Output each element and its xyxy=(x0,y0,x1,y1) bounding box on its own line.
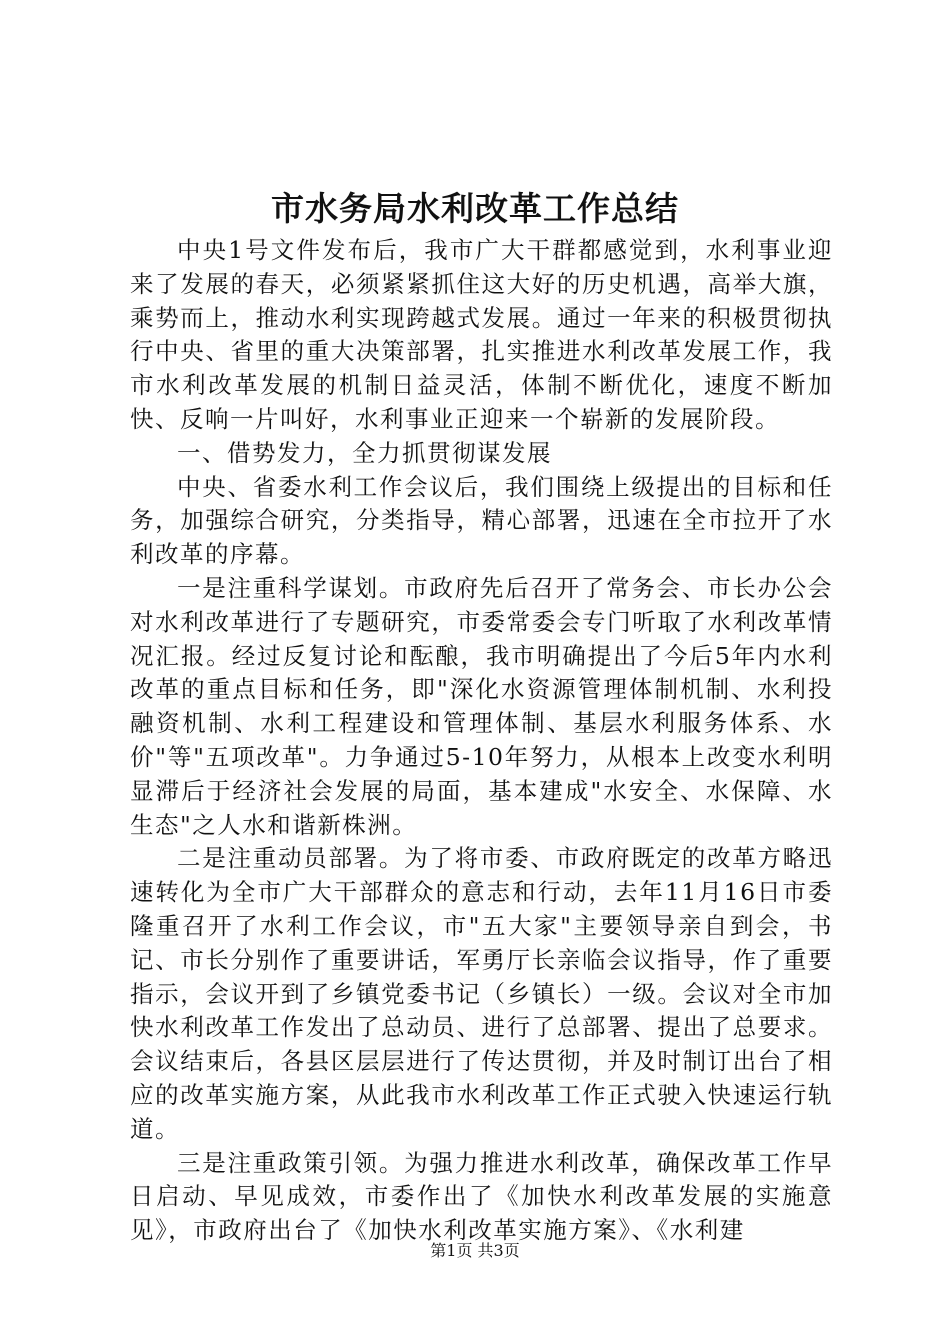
paragraph-mobilization: 二是注重动员部署。为了将市委、市政府既定的改革方略迅速转化为全市广大干部群众的意志和行动，去年11月16日市委隆重召开了水利工作会议，市"五大家"主要领导亲自到会，书记、市长分别作了重要讲话，军勇厅长亲临会议指导，作了重要指示，会议开到了乡镇党委书记（乡镇长）一级。会议对全市加快水利改革工作发出了总动员、进行了总部署、提出了总要求。会议结束后，各县区层层进行了传达贯彻，并及时制订出台了相应的改革实施方案，从此我市水利改革工作正式驶入快速运行轨道。 xyxy=(130,844,833,1143)
paragraph-intro: 中央1号文件发布后，我市广大干群都感觉到，水利事业迎来了发展的春天，必须紧紧抓住这大好的历史机遇，高举大旗，乘势而上，推动水利实现跨越式发展。通过一年来的积极贯彻执行中央、省里的重大决策部署，扎实推进水利改革发展工作，我市水利改革发展的机制日益灵活，体制不断优化，速度不断加快、反响一片叫好，水利事业正迎来一个崭新的发展阶段。 xyxy=(130,236,833,433)
paragraph-section-1-intro: 中央、省委水利工作会议后，我们围绕上级提出的目标和任务，加强综合研究，分类指导，精心部署，迅速在全市拉开了水利改革的序幕。 xyxy=(130,472,833,569)
document-title: 市水务局水利改革工作总结 xyxy=(271,189,679,228)
paragraph-scientific-planning: 一是注重科学谋划。市政府先后召开了常务会、市长办公会对水利改革进行了专题研究，市委常委会专门听取了水利改革情况汇报。经过反复讨论和酝酿，我市明确提出了今后5年内水利改革的重点目标和任务，即"深化水资源管理体制机制、水利投融资机制、水利工程建设和管理体制、基层水利服务体系、水价"等"五项改革"。力争通过5-10年努力，从根本上改变水利明显滞后于经济社会发展的局面，基本建成"水安全、水保障、水生态"之人水和谐新株洲。 xyxy=(130,573,833,839)
section-heading-1: 一、借势发力，全力抓贯彻谋发展 xyxy=(177,438,552,467)
page-number-footer: 第1页 共3页 xyxy=(430,1241,520,1260)
paragraph-policy-guidance: 三是注重政策引领。为强力推进水利改革，确保改革工作早日启动、早见成效，市委作出了《加快水利改革发展的实施意见》，市政府出台了《加快水利改革实施方案》、《水利建 xyxy=(130,1148,833,1245)
document-body xyxy=(130,234,833,1248)
